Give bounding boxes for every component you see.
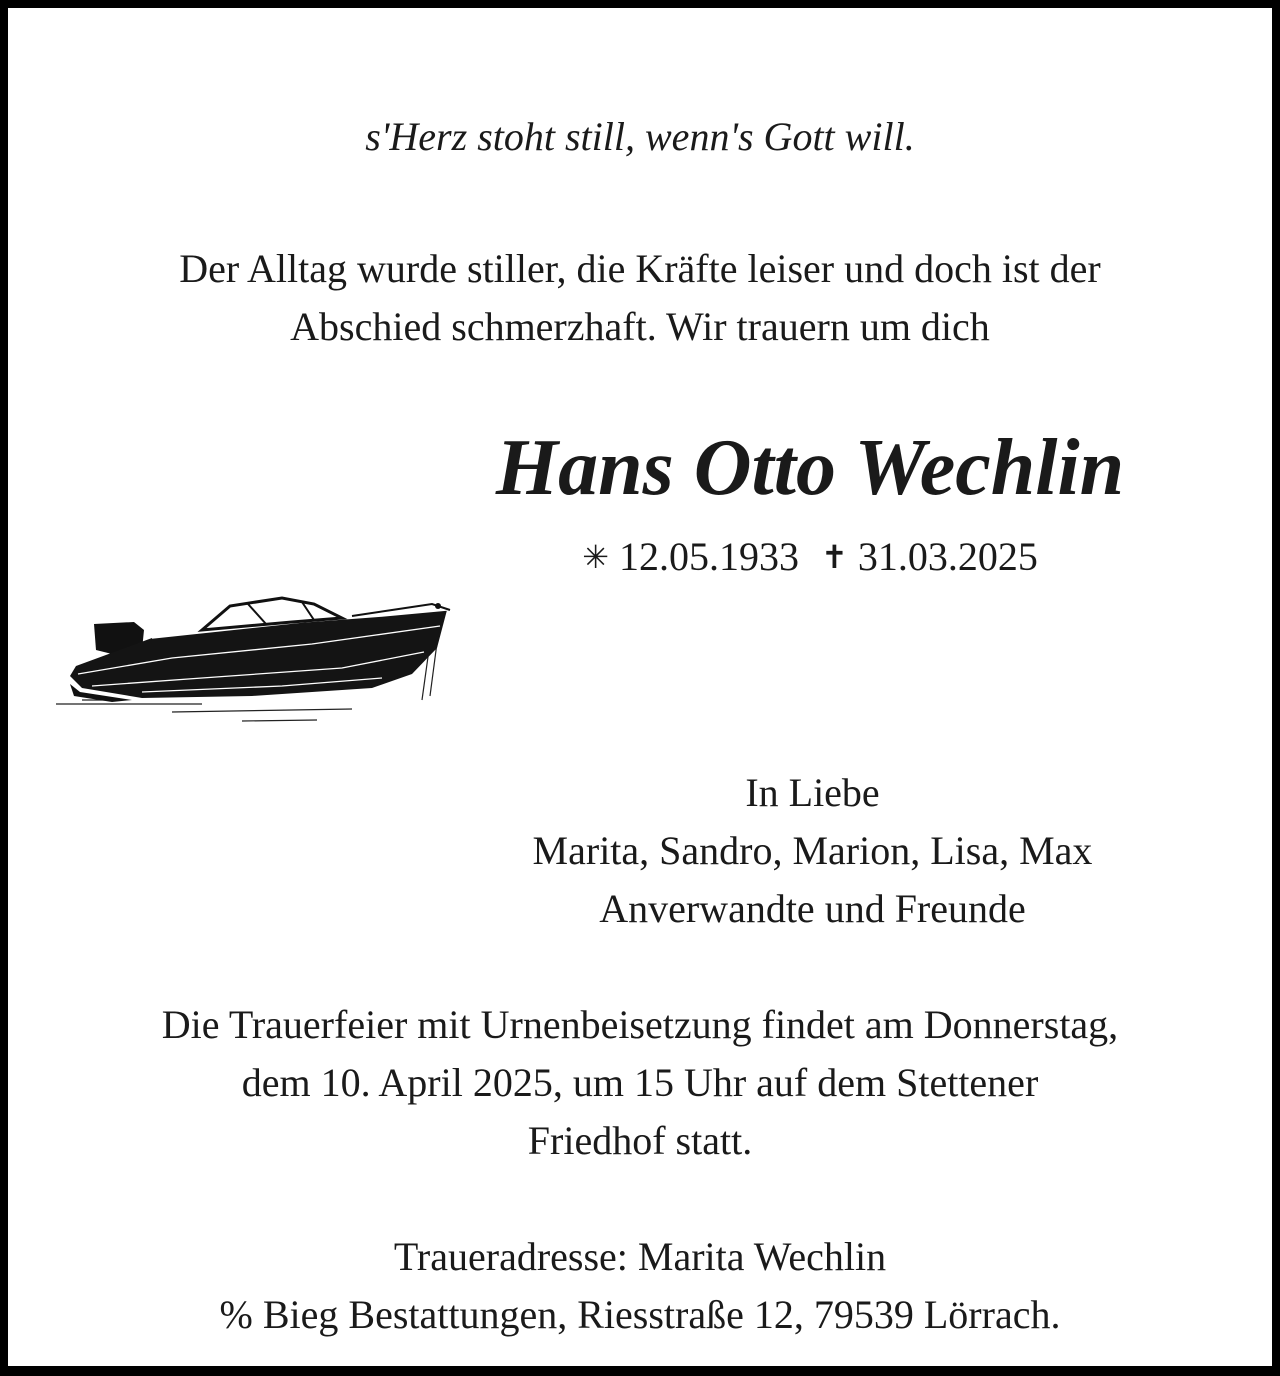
ceremony-line-2: dem 10. April 2025, um 15 Uhr auf dem Stettener bbox=[241, 1060, 1039, 1105]
birth-date: 12.05.1933 bbox=[619, 534, 799, 579]
mourning-address bbox=[0, 1228, 1280, 1344]
intro-line-1: Der Alltag wurde stiller, die Kräfte leiser und doch ist der bbox=[179, 246, 1101, 291]
motorboat-illustration bbox=[52, 588, 464, 738]
death-cross-icon: ✝ bbox=[821, 538, 848, 576]
signoff-line-3: Anverwandte und Freunde bbox=[599, 886, 1026, 931]
ceremony-line-1: Die Trauerfeier mit Urnenbeisetzung findet am Donnerstag, bbox=[161, 1002, 1119, 1047]
death-date: 31.03.2025 bbox=[857, 534, 1038, 579]
signoff-line-2: Marita, Sandro, Marion, Lisa, Max bbox=[532, 828, 1093, 873]
ceremony-info bbox=[0, 996, 1280, 1170]
ceremony-line-3: Friedhof statt. bbox=[527, 1118, 753, 1163]
intro-line-2: Abschied schmerzhaft. Wir trauern um dich bbox=[290, 304, 990, 349]
life-dates bbox=[420, 528, 1200, 586]
signoff-line-1: In Liebe bbox=[745, 770, 880, 815]
address-line-2: % Bieg Bestattungen, Riesstraße 12, 79539 Lörrach. bbox=[219, 1292, 1061, 1337]
motto-quote bbox=[0, 108, 1280, 166]
intro-text bbox=[0, 240, 1280, 356]
deceased-name: Hans Otto Wechlin bbox=[495, 424, 1125, 512]
birth-star-icon: ✳ bbox=[582, 538, 609, 576]
signoff bbox=[420, 764, 1205, 938]
address-line-1: Traueradresse: Marita Wechlin bbox=[393, 1234, 887, 1279]
motto-line: s'Herz stoht still, wenn's Gott will. bbox=[365, 114, 915, 159]
